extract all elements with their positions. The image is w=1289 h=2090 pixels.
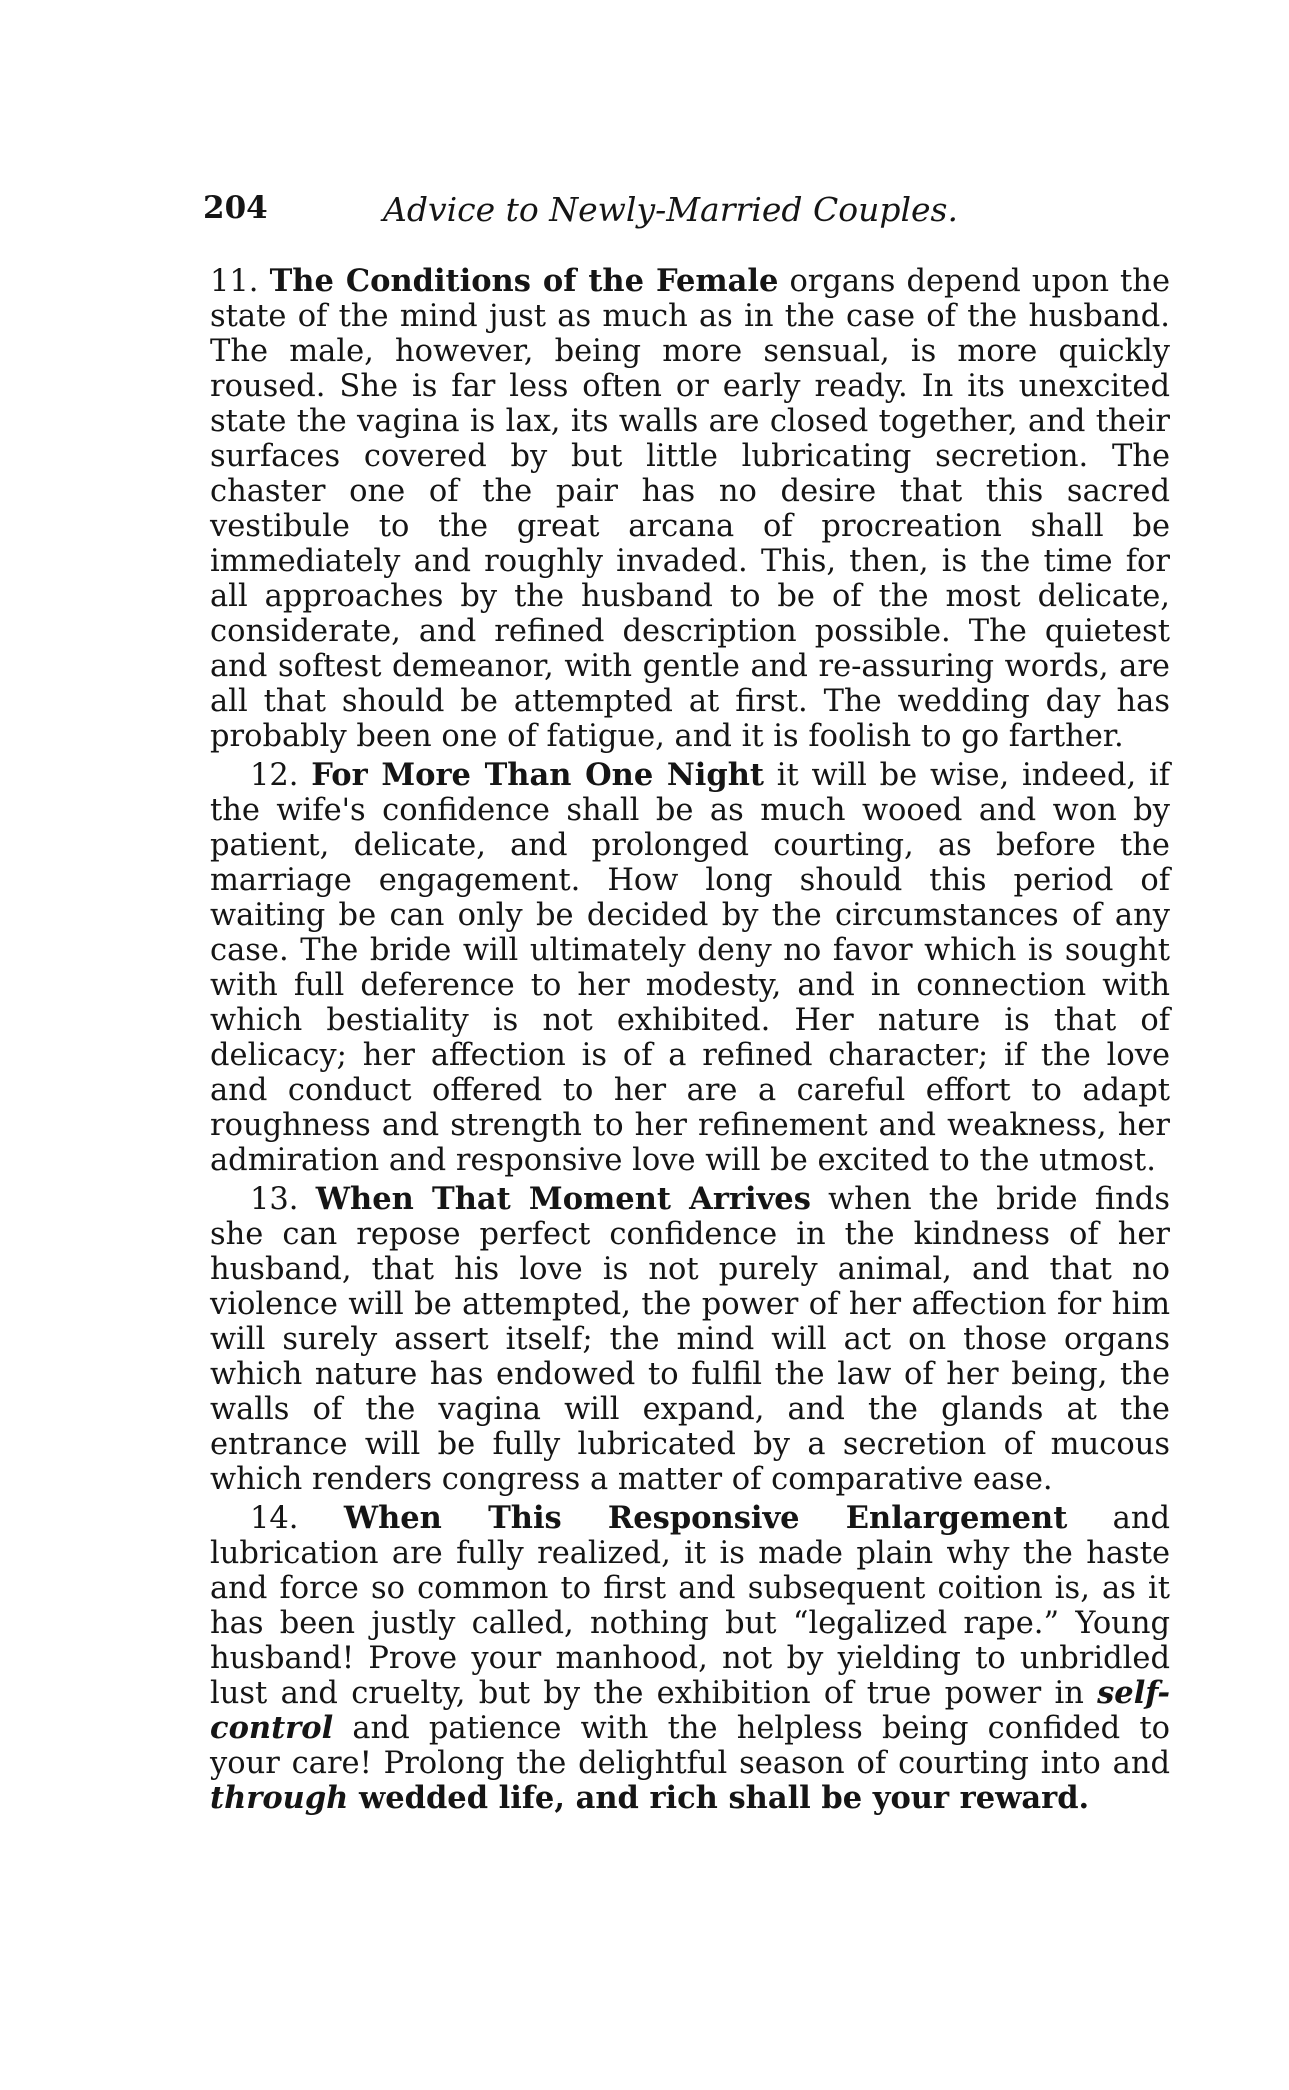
emphasis-self-control: self-control	[210, 1675, 1170, 1746]
paragraph-text: and patience with the helpless being confided to your care! Prolong the delightful season of courting into and	[210, 1711, 1170, 1781]
paragraph-number: 13.	[250, 1182, 299, 1217]
paragraph-heading: When That Moment Arrives	[315, 1181, 811, 1217]
paragraph-11	[210, 264, 1170, 754]
paragraph-number: 14.	[250, 1501, 299, 1536]
paragraph-text: organs depend upon the state of the mind just as much as in the case of the husband. The male, however, being more sensual, is more quickly roused. She is far less often or early ready. In its unexcited state the vagina is lax, its walls are closed together, and their surfaces covered by but little lubricating secretion. The chaster one of the pair has no desire that this sacred vestibule to the great arcana of procreation shall be immediately and roughly invaded. This, then, is the time for all approaches by the husband to be of the most delicate, considerate, and refined description possible. The quietest and softest demeanor, with gentle and re-assuring words, are all that should be attempted at first. The wedding day has probably been one of fatigue, and it is foolish to go farther.	[210, 264, 1170, 754]
paragraph-number: 12.	[250, 758, 299, 793]
paragraph-text: and lubrication are fully realized, it is made plain why the haste and force so common to first and subsequent coition is, as it has been justly called, nothing but “legalized rape.” Young husband! Prove your manhood, not by yielding to unbridled lust and cruelty, but by the exhibition of true power in	[210, 1501, 1170, 1711]
page-header	[203, 190, 1173, 240]
paragraph-13	[210, 1182, 1170, 1497]
emphasis-through: through	[210, 1780, 349, 1816]
paragraph-14	[210, 1501, 1170, 1816]
paragraph-text: when the bride finds she can repose perfect confidence in the kindness of her husband, that his love is not purely animal, and that no violence will be attempted, the power of her affection for him will surely assert itself; the mind will act on those organs which nature has endowed to fulfil the law of her being, the walls of the vagina will expand, and the glands at the entrance will be fully lubricated by a secretion of mucous which renders congress a matter of comparative ease.	[210, 1182, 1170, 1497]
paragraph-text: it will be wise, indeed, if the wife's confidence shall be as much wooed and won by patient, delicate, and prolonged courting, as before the marriage engagement. How long should this period of waiting be can only be decided by the circumstances of any case. The bride will ultimately deny no favor which is sought with full deference to her modesty, and in connection with which bestiality is not exhibited. Her nature is that of delicacy; her affection is of a refined character; if the love and conduct offered to her are a careful effort to adapt roughness and strength to her refinement and weakness, her admiration and responsive love will be excited to the utmost.	[210, 758, 1171, 1178]
page-number: 204	[203, 190, 268, 226]
paragraph-heading: For More Than One Night	[311, 757, 764, 793]
paragraph-heading: The Conditions of the Female	[269, 263, 779, 299]
paragraph-heading: When This Responsive Enlargement	[343, 1500, 1068, 1536]
body-text	[210, 264, 1170, 1820]
running-title: Advice to Newly-Married Couples.	[383, 190, 958, 229]
paragraph-number: 11.	[210, 264, 259, 299]
paragraph-text: wedded life, and rich shall be your reward.	[348, 1780, 1090, 1816]
paragraph-12	[210, 758, 1170, 1178]
